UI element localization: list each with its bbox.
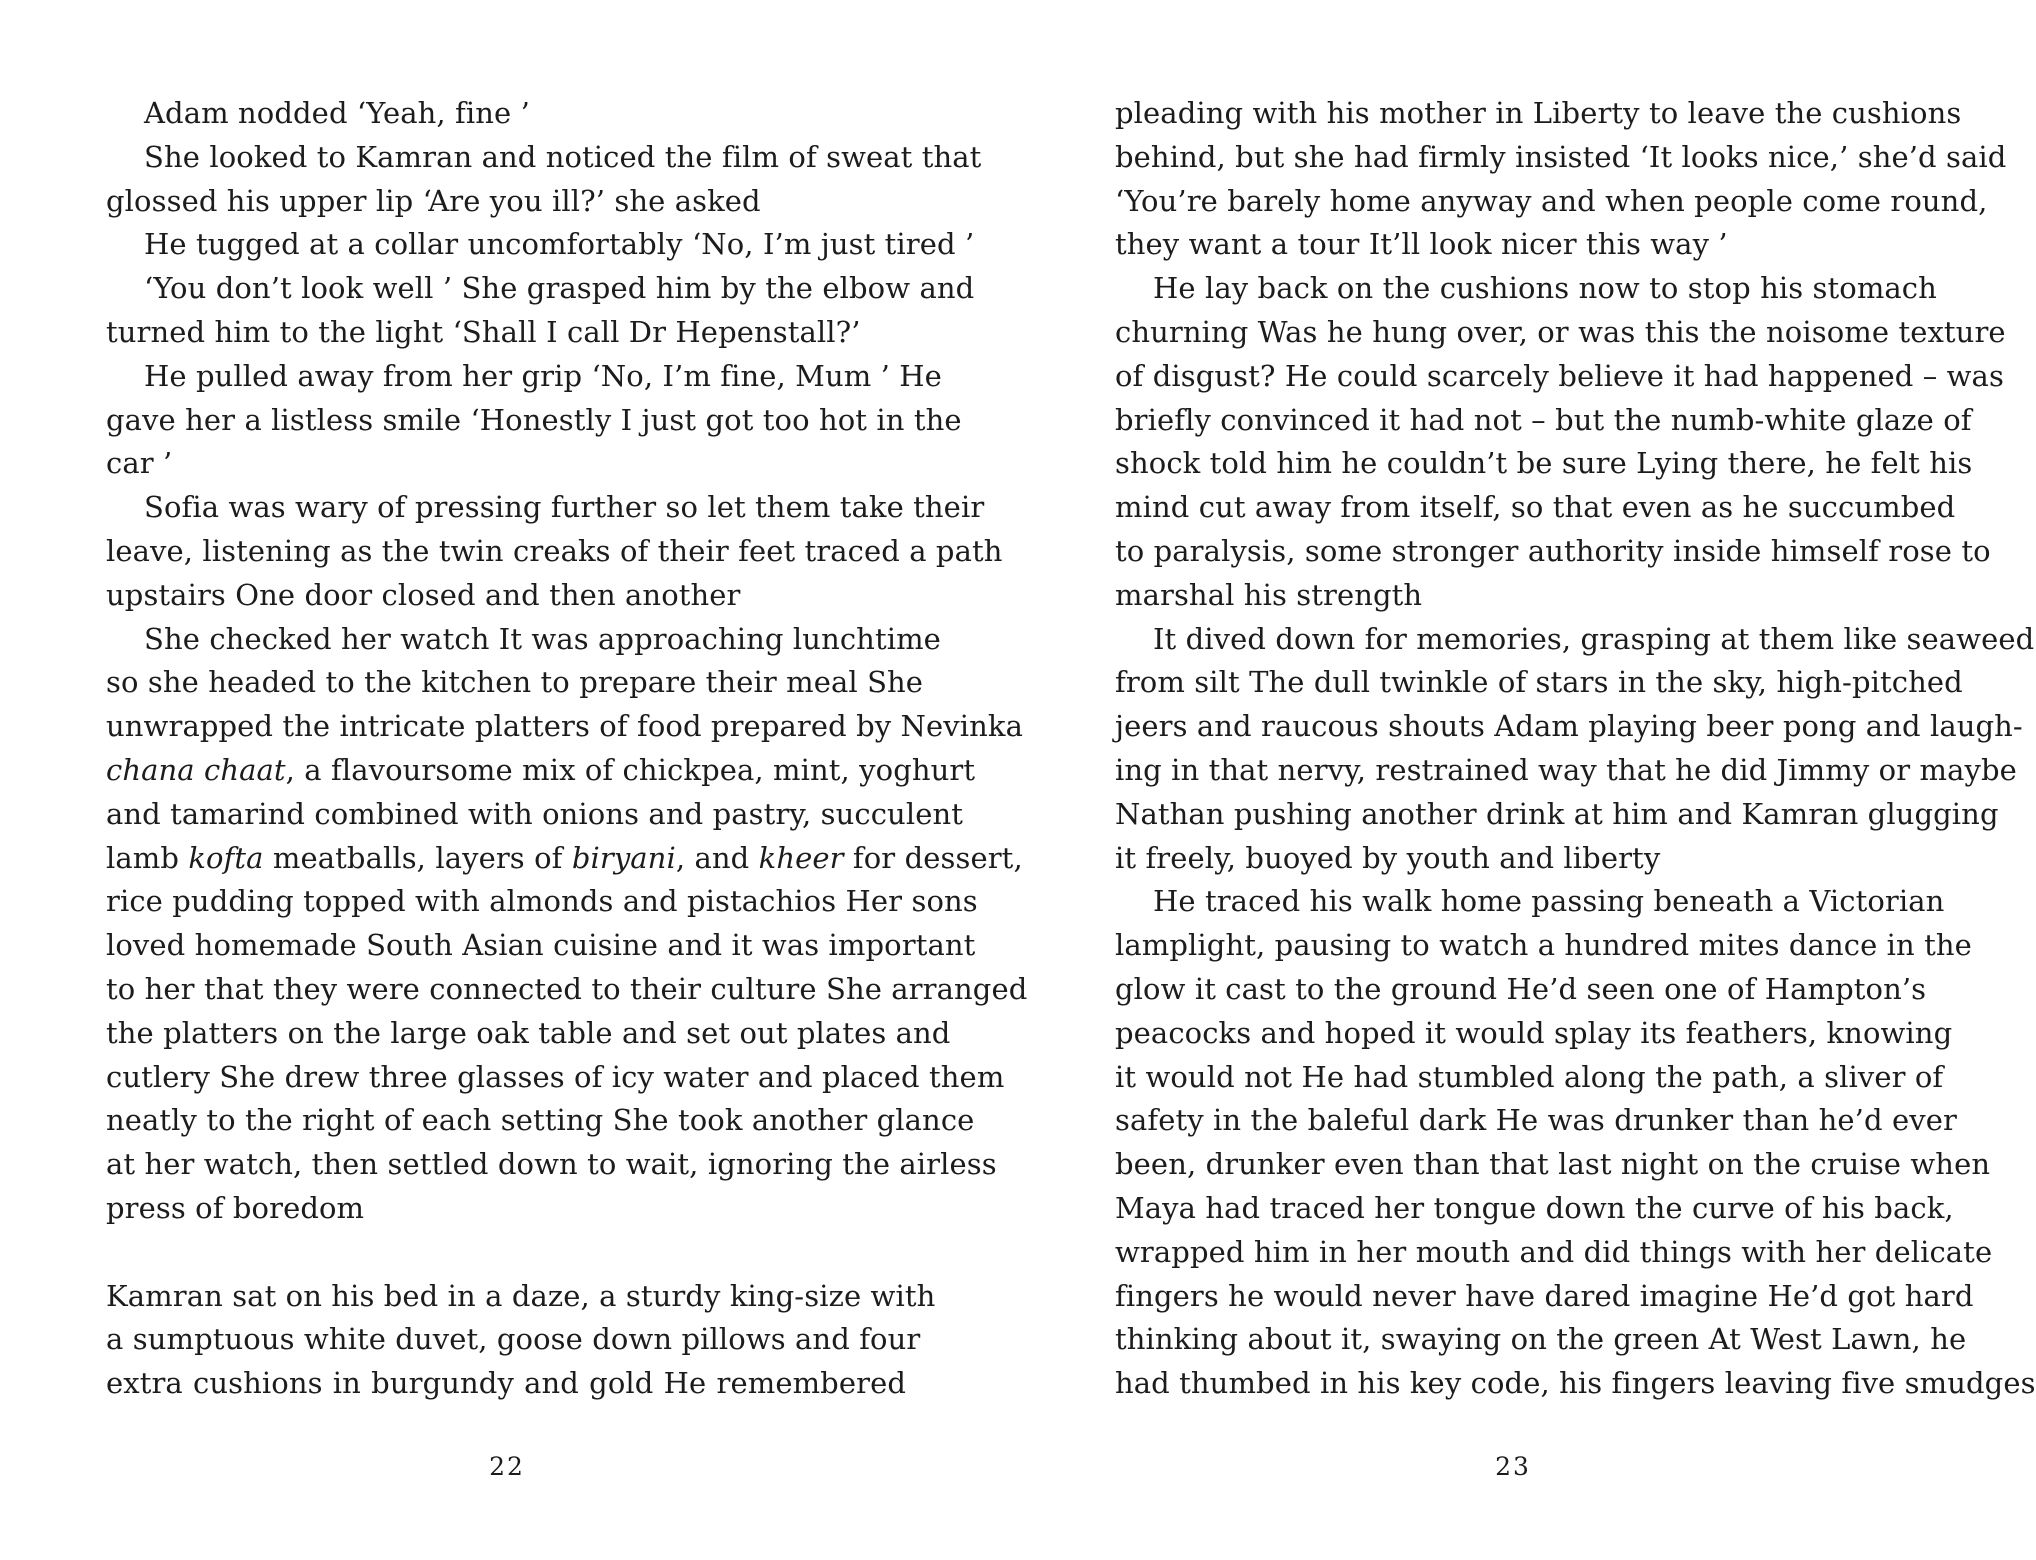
text-line: He traced his walk home passing beneath a Victorian — [1153, 884, 1945, 919]
text-line: it would not He had stumbled along the path, a sliver of — [1115, 1059, 1944, 1094]
text-line: it freely, buoyed by youth and liberty — [1115, 840, 1661, 875]
text-line: leave, listening as the twin creaks of their feet traced a path — [106, 533, 1003, 568]
text-line: unwrapped the intricate platters of food prepared by Nevinka — [106, 709, 1023, 744]
page-number-left: 22 — [489, 1452, 525, 1481]
text-line: thinking about it, swaying on the green At West Lawn, he — [1115, 1322, 1967, 1357]
text-line: to paralysis, some stronger authority inside himself rose to — [1115, 533, 1991, 568]
text-line: It dived down for memories, grasping at them like seaweed — [1153, 621, 2035, 656]
text-line: pleading with his mother in Liberty to leave the cushions — [1115, 96, 1962, 130]
text-line: and tamarind combined with onions and pastry, succulent — [106, 796, 963, 831]
left-page — [106, 92, 1028, 1401]
text-line: Maya had traced her tongue down the curve of his back, — [1115, 1190, 1954, 1225]
text-line: glossed his upper lip ‘Are you ill?’ she asked — [106, 183, 761, 218]
text-line: Sofia was wary of pressing further so let them take their — [144, 490, 985, 525]
text-line: Kamran sat on his bed in a daze, a sturdy king-size with — [106, 1278, 936, 1313]
text-line: car ’ — [106, 446, 173, 481]
right-page-text — [1115, 92, 2036, 1406]
text-line: lamplight, pausing to watch a hundred mites dance in the — [1115, 928, 1972, 963]
text-line: turned him to the light ‘Shall I call Dr Hepenstall?’ — [106, 314, 861, 349]
italic-term: kofta — [188, 840, 264, 875]
text-line: upstairs One door closed and then another — [106, 577, 741, 612]
text-line: chana chaat, a flavoursome mix of chickpea, mint, yoghurt — [106, 752, 976, 787]
text-line: gave her a listless smile ‘Honestly I just got too hot in the — [106, 402, 962, 437]
italic-term: kheer — [758, 840, 844, 875]
text-line: at her watch, then settled down to wait, ignoring the airless — [106, 1147, 997, 1182]
text-line: She checked her watch It was approaching lunchtime — [144, 621, 941, 656]
page-number-right: 23 — [1495, 1452, 1531, 1481]
text-line: ing in that nervy, restrained way that he did Jimmy or maybe — [1115, 752, 2017, 787]
text-line — [106, 1231, 906, 1275]
text-line: cutlery She drew three glasses of icy water and placed them — [106, 1059, 1005, 1094]
text-line: been, drunker even than that last night on the cruise when — [1115, 1147, 1991, 1182]
text-line: of disgust? He could scarcely believe it had happened – was — [1115, 358, 2004, 393]
text-line: extra cushions in burgundy and gold He remembered — [106, 1366, 906, 1401]
text-line: She looked to Kamran and noticed the film of sweat that — [144, 139, 982, 174]
text-line: wrapped him in her mouth and did things with her delicate — [1115, 1234, 1993, 1269]
text-line: ‘You don’t look well ’ She grasped him by the elbow and — [144, 271, 975, 306]
text-line: loved homemade South Asian cuisine and it was important — [106, 928, 976, 963]
text-line: He pulled away from her grip ‘No, I’m fine, Mum ’ He — [144, 358, 942, 393]
text-line: a sumptuous white duvet, goose down pillows and four — [106, 1322, 921, 1357]
text-line: fingers he would never have dared imagine He’d got hard — [1115, 1278, 1974, 1313]
text-line: marshal his strength — [1115, 577, 1423, 612]
text-line: the platters on the large oak table and set out plates and — [106, 1015, 951, 1050]
text-line: Nathan pushing another drink at him and Kamran glugging — [1115, 796, 1999, 831]
text-line: ‘You’re barely home anyway and when people come round, — [1115, 183, 1988, 218]
text-line: so she headed to the kitchen to prepare their meal She — [106, 665, 924, 700]
text-line: churning Was he hung over, or was this the noisome texture — [1115, 314, 2006, 349]
right-page — [1115, 92, 2036, 1401]
text-line: briefly convinced it had not – but the numb-white glaze of — [1115, 402, 1972, 437]
text-line: He lay back on the cushions now to stop his stomach — [1153, 271, 1937, 306]
text-line: safety in the baleful dark He was drunker than he’d ever — [1115, 1103, 1957, 1138]
text-line: lamb kofta meatballs, layers of biryani, and kheer for dessert, — [106, 840, 1023, 875]
text-line: press of boredom — [106, 1190, 365, 1225]
text-line: behind, but she had firmly insisted ‘It looks nice,’ she’d said — [1115, 139, 2007, 174]
text-line: had thumbed in his key code, his fingers leaving five smudges — [1115, 1366, 2036, 1401]
text-line: shock told him he couldn’t be sure Lying there, he felt his — [1115, 446, 1973, 481]
text-line: to her that they were connected to their culture She arranged — [106, 971, 1028, 1006]
text-line: jeers and raucous shouts Adam playing beer pong and laugh- — [1115, 709, 2023, 744]
left-page-text — [106, 92, 1028, 1406]
text-line: from silt The dull twinkle of stars in the sky, high-pitched — [1115, 665, 1963, 700]
text-line: Adam nodded ‘Yeah, fine ’ — [144, 96, 530, 130]
italic-term: chana chaat — [106, 752, 286, 787]
text-line: peacocks and hoped it would splay its feathers, knowing — [1115, 1015, 1953, 1050]
text-line: mind cut away from itself, so that even as he succumbed — [1115, 490, 1956, 525]
text-line: they want a tour It’ll look nicer this way ’ — [1115, 227, 1728, 262]
text-line: neatly to the right of each setting She took another glance — [106, 1103, 975, 1138]
text-line: He tugged at a collar uncomfortably ‘No, I’m just tired ’ — [144, 227, 975, 262]
italic-term: biryani — [571, 840, 676, 875]
text-line: rice pudding topped with almonds and pistachios Her sons — [106, 884, 978, 919]
text-line: glow it cast to the ground He’d seen one of Hampton’s — [1115, 971, 1927, 1006]
